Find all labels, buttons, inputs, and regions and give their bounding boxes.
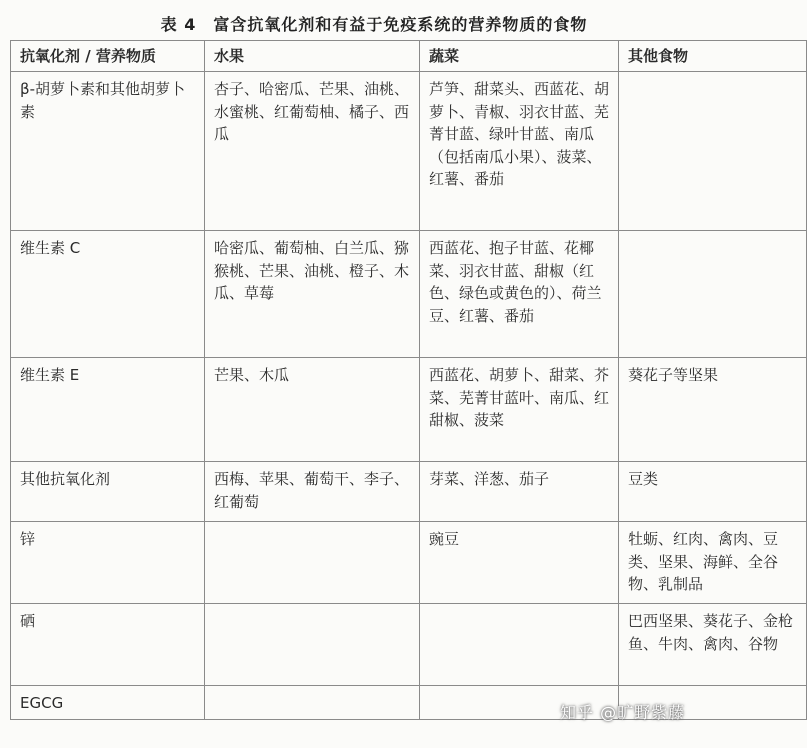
nutrient-food-table (10, 40, 807, 720)
table-row (11, 522, 807, 604)
cell-other-food: 巴西坚果、葵花子、金枪鱼、牛肉、禽肉、谷物 (619, 604, 807, 686)
cell-fruit (205, 522, 420, 604)
table-row (11, 686, 807, 720)
cell-other-food: 牡蛎、红肉、禽肉、豆类、坚果、海鲜、全谷物、乳制品 (619, 522, 807, 604)
table-row (11, 604, 807, 686)
table-row (11, 462, 807, 522)
table-header-row (11, 41, 807, 72)
cell-nutrient: 硒 (11, 604, 205, 686)
cell-nutrient: 锌 (11, 522, 205, 604)
cell-fruit: 杏子、哈密瓜、芒果、油桃、水蜜桃、红葡萄柚、橘子、西瓜 (205, 72, 420, 231)
cell-other-food (619, 231, 807, 358)
cell-other-food (619, 72, 807, 231)
table-row (11, 72, 807, 231)
cell-fruit (205, 686, 420, 720)
table-caption: 表 4 富含抗氧化剂和有益于免疫系统的营养物质的食物 (160, 15, 588, 34)
cell-vegetable (420, 604, 619, 686)
cell-nutrient: 维生素 C (11, 231, 205, 358)
header-nutrient: 抗氧化剂 / 营养物质 (11, 41, 205, 72)
cell-vegetable: 西蓝花、抱子甘蓝、花椰菜、羽衣甘蓝、甜椒（红色、绿色或黄色的）、荷兰豆、红薯、番茄 (420, 231, 619, 358)
cell-nutrient: β-胡萝卜素和其他胡萝卜素 (11, 72, 205, 231)
cell-vegetable: 豌豆 (420, 522, 619, 604)
cell-nutrient: 维生素 E (11, 358, 205, 462)
cell-fruit: 芒果、木瓜 (205, 358, 420, 462)
header-fruit: 水果 (205, 41, 420, 72)
zhihu-watermark: 知乎 @旷野紫藤 (560, 703, 686, 722)
header-other-food: 其他食物 (619, 41, 807, 72)
cell-fruit (205, 604, 420, 686)
cell-vegetable: 芦笋、甜菜头、西蓝花、胡萝卜、青椒、羽衣甘蓝、芜菁甘蓝、绿叶甘蓝、南瓜（包括南瓜小果）、菠菜、红薯、番茄 (420, 72, 619, 231)
cell-vegetable: 西蓝花、胡萝卜、甜菜、芥菜、芜菁甘蓝叶、南瓜、红甜椒、菠菜 (420, 358, 619, 462)
cell-fruit: 哈密瓜、葡萄柚、白兰瓜、猕猴桃、芒果、油桃、橙子、木瓜、草莓 (205, 231, 420, 358)
header-vegetable: 蔬菜 (420, 41, 619, 72)
cell-vegetable: 芽菜、洋葱、茄子 (420, 462, 619, 522)
cell-nutrient: EGCG (11, 686, 205, 720)
table-row (11, 231, 807, 358)
table-row (11, 358, 807, 462)
cell-other-food: 豆类 (619, 462, 807, 522)
cell-other-food: 葵花子等坚果 (619, 358, 807, 462)
cell-nutrient: 其他抗氧化剂 (11, 462, 205, 522)
cell-fruit: 西梅、苹果、葡萄干、李子、红葡萄 (205, 462, 420, 522)
